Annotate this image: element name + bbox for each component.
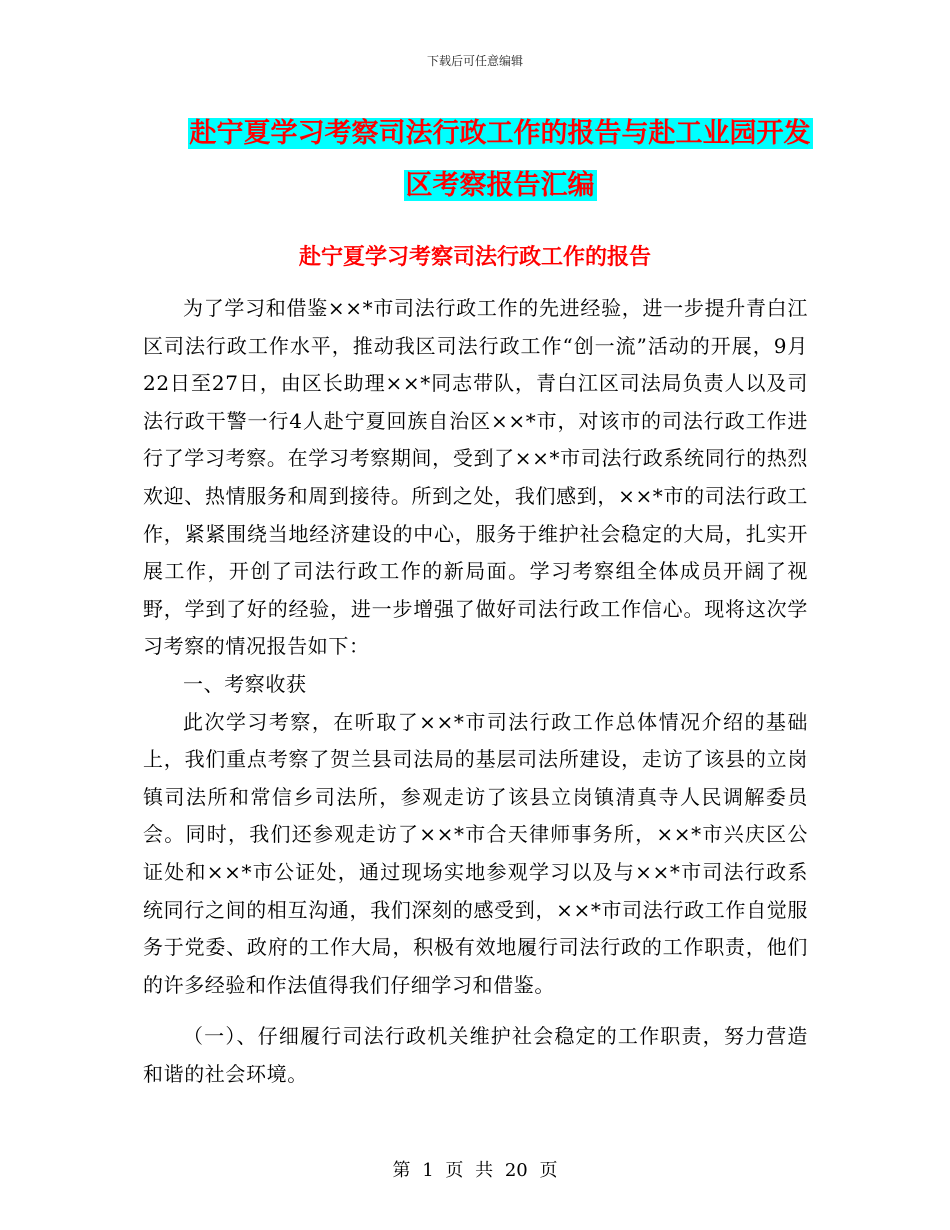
paragraph-gains: 此次学习考察，在听取了××*市司法行政工作总体情况介绍的基础上，我们重点考察了贺兰县司法局的基层司法所建设，走访了该县的立岗镇司法所和常信乡司法所，参观走访了该县立岗镇清真寺人民调解委员会。同时，我们还参观走访了××*市合天律师事务所，××*市兴庆区公证处和××*市公证处，通过现场实地参观学习以及与××*市司法行政系统同行之间的相互沟通，我们深刻的感受到，××*市司法行政工作自觉服务于党委、政府的工作大局，积极有效地履行司法行政的工作职责，他们的许多经验和作法值得我们仔细学习和借鉴。 xyxy=(143,709,808,997)
paragraph-intro: 为了学习和借鉴××*市司法行政工作的先进经验，进一步提升青白江区司法行政工作水平，推动我区司法行政工作“创一流”活动的开展，9月22日至27日，由区长助理××*同志带队，青白江区司法局负责人以及司法行政干警一行4人赴宁夏回族自治区××*市，对该市的司法行政工作进行了学习考察。在学习考察期间，受到了××*市司法行政系统同行的热烈欢迎、热情服务和周到接待。所到之处，我们感到，××*市的司法行政工作，紧紧围绕当地经济建设的中心，服务于维护社会稳定的大局，扎实开展工作，开创了司法行政工作的新局面。学习考察组全体成员开阔了视野，学到了好的经验，进一步增强了做好司法行政工作信心。现将这次学习考察的情况报告如下： xyxy=(143,296,808,659)
subsection-heading-1: （一）、仔细履行司法行政机关维护社会稳定的工作职责，努力营造和谐的社会环境。 xyxy=(143,1024,808,1086)
report-body xyxy=(143,290,808,1093)
report-subtitle: 赴宁夏学习考察司法行政工作的报告 xyxy=(298,244,651,270)
document-title xyxy=(120,108,880,212)
document-title-line-1: 赴宁夏学习考察司法行政工作的报告与赴工业园开发 xyxy=(189,118,811,149)
document-title-line-2: 区考察报告汇编 xyxy=(405,170,595,201)
section-heading-gains: 一、考察收获 xyxy=(183,671,307,696)
page-footer: 第 1 页 共 20 页 xyxy=(392,1160,558,1181)
header-note: 下载后可任意编辑 xyxy=(426,54,523,68)
